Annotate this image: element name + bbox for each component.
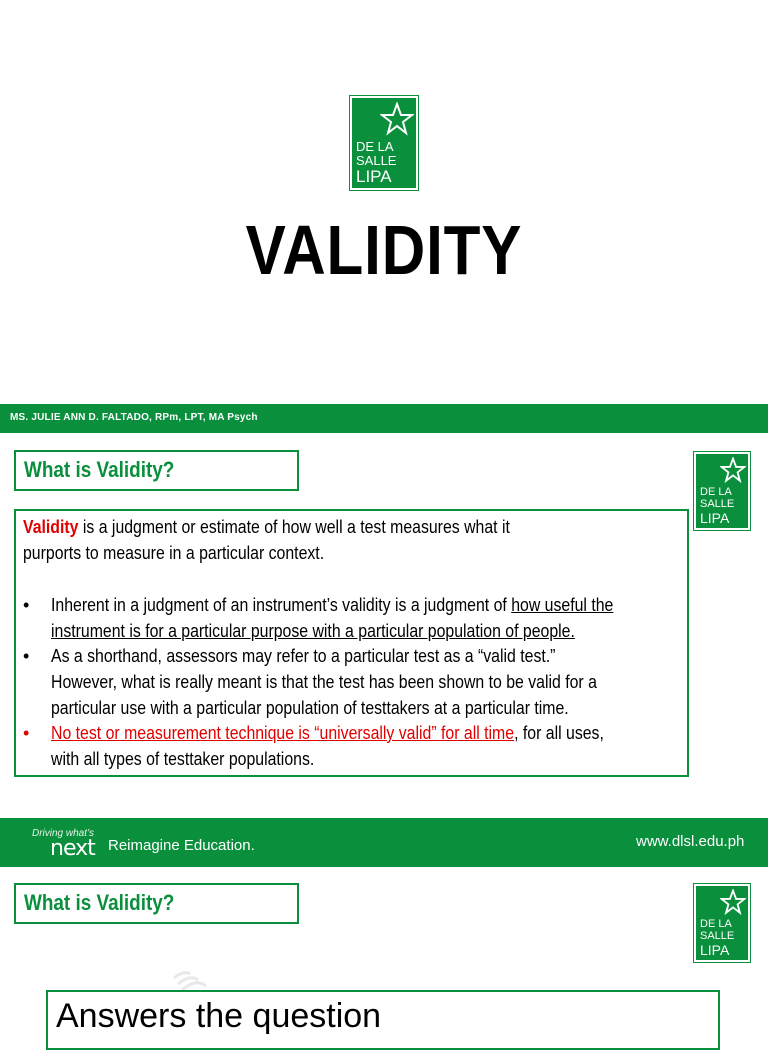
- bullet3-line-2: with all types of testtaker populations.: [51, 749, 315, 769]
- logo-text-line-2: SALLE: [356, 153, 397, 168]
- definition-line-2: purports to measure in a particular context.: [23, 543, 325, 563]
- answer-text: Answers the question: [56, 997, 382, 1035]
- tagline-next: next: [50, 836, 95, 861]
- logo-text-line-1: DE LA: [700, 918, 732, 930]
- bullet2-line-2: However, what is really meant is that the test has been shown to be valid for a: [51, 672, 597, 692]
- section-heading-2: [14, 883, 299, 924]
- bullet-marker: •: [23, 646, 30, 666]
- school-logo-small: [694, 452, 750, 530]
- website-link[interactable]: www.dlsl.edu.ph: [636, 833, 745, 850]
- bullet1-line-2: instrument is for a particular purpose with a particular population of people.: [51, 621, 575, 641]
- page-title: VALIDITY: [245, 211, 523, 289]
- logo-text-line-3: LIPA: [356, 167, 392, 186]
- bullet3-rest: , for all uses,: [514, 723, 604, 743]
- tagline-small: Driving what’s: [32, 828, 95, 839]
- bullet2-line-1: As a shorthand, assessors may refer to a particular test as a “valid test.”: [51, 646, 556, 666]
- section-heading: [14, 450, 299, 491]
- definition-text: is a judgment or estimate of how well a test measures what it: [78, 517, 510, 537]
- bullet-marker: •: [23, 723, 30, 743]
- bullet3-emphasis: No test or measurement technique is “universally valid” for all time: [51, 723, 515, 743]
- star-icon: [720, 457, 746, 483]
- school-logo-small-2: [694, 884, 750, 962]
- logo-text-line-2: SALLE: [700, 930, 735, 942]
- school-logo: [350, 96, 418, 190]
- bullet3-line-1: [51, 720, 604, 746]
- logo-text-line-3: LIPA: [700, 942, 730, 958]
- star-icon: [720, 889, 746, 915]
- star-icon: [380, 102, 414, 136]
- definition-term: Validity: [23, 517, 79, 537]
- bullet1-line-1: [51, 592, 613, 618]
- logo-text-line-1: DE LA: [700, 486, 732, 498]
- section-heading-label: What is Validity?: [24, 890, 175, 915]
- logo-text-line-2: SALLE: [700, 498, 735, 510]
- bullet2-line-3: particular use with a particular population of testtakers at a particular time.: [51, 698, 569, 718]
- bullet1-underline-a: how useful the: [511, 595, 614, 615]
- presenter-name: MS. JULIE ANN D. FALTADO, RPm, LPT, MA Psych: [10, 412, 258, 423]
- bullet-marker: •: [23, 595, 30, 615]
- definition-line-1: [23, 514, 510, 540]
- section-heading-label: What is Validity?: [24, 457, 175, 482]
- logo-text-line-3: LIPA: [700, 510, 730, 526]
- bullet1-lead: Inherent in a judgment of an instrument’s validity is a judgment of: [51, 595, 512, 615]
- logo-text-line-1: DE LA: [356, 139, 394, 154]
- slogan: Reimagine Education.: [108, 837, 255, 854]
